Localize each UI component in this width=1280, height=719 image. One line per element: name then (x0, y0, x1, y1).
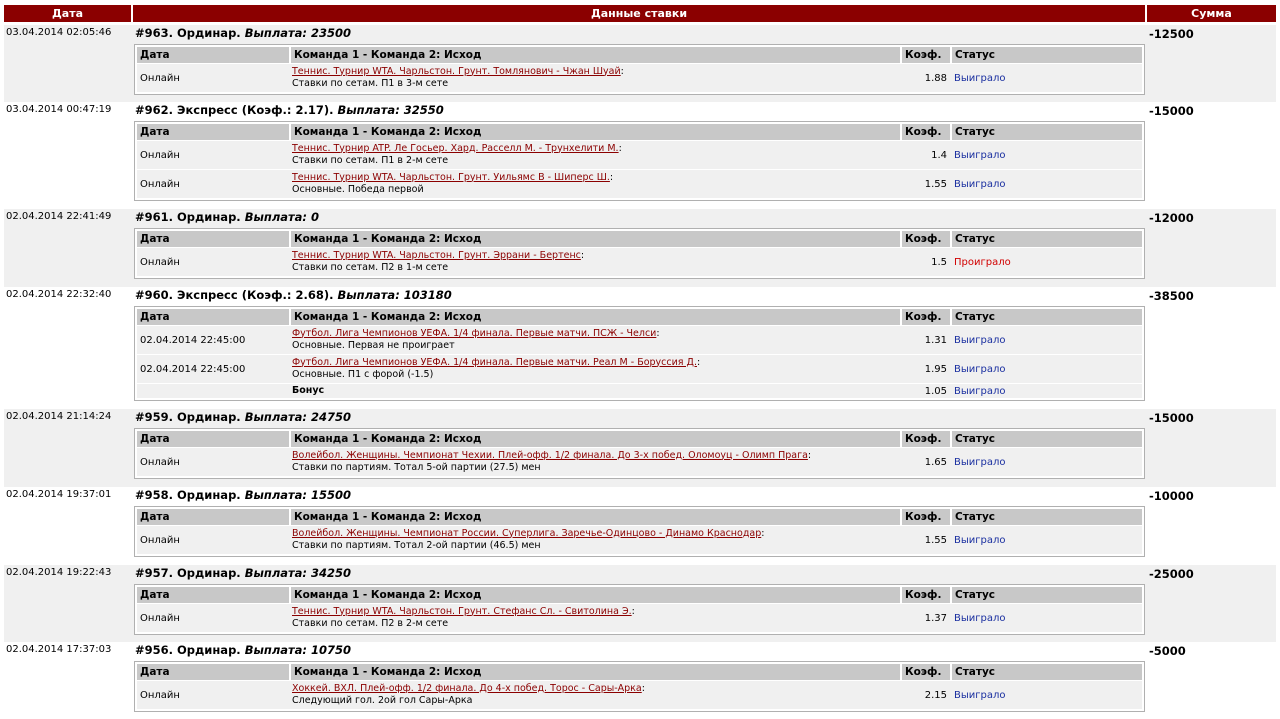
item-date: Онлайн (140, 178, 180, 190)
item-status: Выиграло (954, 385, 1006, 397)
market-text: Ставки по партиям. Тотал 2-ой партии (46.5) мен (292, 539, 541, 551)
col-event: Команда 1 - Команда 2: Исход (289, 509, 900, 525)
col-status: Статус (950, 47, 1142, 63)
col-date: Дата (140, 433, 170, 445)
event-line: Теннис. Турнир ATP. Ле Госьер. Хард. Расселл М. - Трунхелити М.: (292, 142, 622, 154)
bet-row (4, 102, 1276, 209)
event-line: Теннис. Турнир WTA. Чарльстон. Грунт. Эррани - Бертенс: (292, 249, 585, 261)
event-link[interactable]: Хоккей. ВХЛ. Плей-офф. 1/2 финала. До 4-х побед. Торос - Сары-Арка (292, 682, 642, 694)
item-event (289, 384, 900, 399)
bet-sum: -15000 (1149, 411, 1194, 425)
bet-date: 02.04.2014 21:14:24 (6, 411, 112, 422)
item-coef: 1.88 (924, 72, 947, 84)
bet-title (133, 209, 1145, 228)
item-date: Онлайн (140, 612, 180, 624)
item-event (289, 142, 900, 169)
market-text: Ставки по сетам. П2 в 1-м сете (292, 261, 449, 273)
item-status: Выиграло (954, 456, 1006, 468)
item-coef: 1.65 (924, 456, 947, 468)
item-status: Проиграло (954, 256, 1011, 268)
col-status: Статус (950, 509, 1142, 525)
col-date: Дата (140, 511, 170, 523)
header-date: Дата (4, 5, 131, 22)
col-status: Статус (950, 664, 1142, 680)
item-coef: 1.05 (924, 385, 947, 397)
bet-payout: Выплата: 0 (244, 210, 320, 224)
bet-number-type: #958. Ординар. (135, 488, 241, 502)
item-status: Выиграло (954, 72, 1006, 84)
bet-number-type: #959. Ординар. (135, 410, 241, 424)
col-status: Статус (950, 431, 1142, 447)
bet-row (4, 642, 1276, 719)
bet-details (133, 642, 1145, 712)
item-date: Онлайн (140, 534, 180, 546)
item-coef: 1.95 (924, 363, 947, 375)
col-event: Команда 1 - Команда 2: Исход (289, 124, 900, 140)
item-status: Выиграло (954, 149, 1006, 161)
bet-row (4, 25, 1276, 102)
event-link[interactable]: Теннис. Турнир WTA. Чарльстон. Грунт. Томлянович - Чжан Шуай (292, 65, 621, 77)
bet-row (4, 287, 1276, 409)
bet-payout: Выплата: 15500 (244, 488, 352, 502)
bet-payout: Выплата: 10750 (244, 643, 352, 657)
item-event (289, 65, 900, 92)
item-event (289, 527, 900, 554)
bet-items-header (137, 664, 1142, 680)
bet-title (133, 409, 1145, 428)
bet-sum: -10000 (1149, 489, 1194, 503)
item-coef: 1.55 (924, 534, 947, 546)
item-date: Онлайн (140, 256, 180, 268)
bet-items-header (137, 231, 1142, 247)
bet-sum: -12500 (1149, 27, 1194, 41)
bet-date: 03.04.2014 00:47:19 (6, 104, 112, 115)
bet-title (133, 565, 1145, 584)
market-text: Основные. Победа первой (292, 183, 424, 195)
item-date: Онлайн (140, 456, 180, 468)
market-text: Следующий гол. 2ой гол Сары-Арка (292, 694, 473, 706)
market-text: Ставки по сетам. П2 в 2-м сете (292, 617, 449, 629)
bet-title (133, 642, 1145, 661)
event-link[interactable]: Волейбол. Женщины. Чемпионат России. Суперлига. Заречье-Одинцово - Динамо Краснодар (292, 527, 762, 539)
item-coef: 1.55 (924, 178, 947, 190)
bet-item-row (137, 247, 1142, 276)
market-text: Ставки по сетам. П1 в 3-м сете (292, 77, 449, 89)
item-status: Выиграло (954, 363, 1006, 375)
bet-item-row (137, 525, 1142, 554)
col-event: Команда 1 - Команда 2: Исход (289, 431, 900, 447)
bet-details (133, 25, 1145, 95)
col-status: Статус (950, 309, 1142, 325)
col-event: Команда 1 - Команда 2: Исход (289, 47, 900, 63)
bet-items-table (134, 121, 1145, 201)
event-link[interactable]: Теннис. Турнир WTA. Чарльстон. Грунт. Стефанс Сл. - Свитолина Э. (292, 605, 632, 617)
market-text: Ставки по партиям. Тотал 5-ой партии (27.5) мен (292, 461, 541, 473)
bet-payout: Выплата: 23500 (244, 26, 352, 40)
bet-item-row (137, 169, 1142, 198)
col-coef: Коэф. (900, 47, 950, 63)
item-coef: 1.4 (931, 149, 947, 161)
bet-row (4, 209, 1276, 287)
item-event (289, 249, 900, 276)
event-line: Футбол. Лига Чемпионов УЕФА. 1/4 финала. Первые матчи. Реал М - Боруссия Д.: (292, 356, 701, 368)
col-event: Команда 1 - Команда 2: Исход (289, 231, 900, 247)
bet-number-type: #960. Экспресс (Коэф.: 2.68). (135, 288, 334, 302)
bet-item-row (137, 680, 1142, 709)
col-coef: Коэф. (900, 509, 950, 525)
item-coef: 1.31 (924, 334, 947, 346)
bonus-label: Бонус (292, 384, 325, 396)
event-link[interactable]: Теннис. Турнир WTA. Чарльстон. Грунт. Уильямс В - Шиперс Ш. (292, 171, 610, 183)
item-status: Выиграло (954, 689, 1006, 701)
item-status: Выиграло (954, 534, 1006, 546)
bet-item-row (137, 140, 1142, 169)
bet-history-list (4, 25, 1276, 719)
col-coef: Коэф. (900, 431, 950, 447)
bet-items-header (137, 509, 1142, 525)
bet-date: 02.04.2014 22:41:49 (6, 211, 112, 222)
item-date: Онлайн (140, 72, 180, 84)
bet-items-table (134, 661, 1145, 712)
bet-sum: -15000 (1149, 104, 1194, 118)
col-date: Дата (140, 233, 170, 245)
col-event: Команда 1 - Команда 2: Исход (289, 309, 900, 325)
header-bet-data: Данные ставки (133, 5, 1145, 22)
bet-details (133, 409, 1145, 479)
bet-number-type: #962. Экспресс (Коэф.: 2.17). (135, 103, 334, 117)
bet-item-row (137, 603, 1142, 632)
col-status: Статус (950, 124, 1142, 140)
bet-details (133, 209, 1145, 279)
bet-details (133, 102, 1145, 201)
bet-items-table (134, 228, 1145, 279)
table-header (4, 5, 1276, 22)
bet-items-table (134, 428, 1145, 479)
event-line: Теннис. Турнир WTA. Чарльстон. Грунт. Уильямс В - Шиперс Ш.: (292, 171, 614, 183)
item-event (289, 327, 900, 354)
col-event: Команда 1 - Команда 2: Исход (289, 664, 900, 680)
bet-items-table (134, 44, 1145, 95)
item-status: Выиграло (954, 178, 1006, 190)
bet-item-row (137, 447, 1142, 476)
bet-date: 02.04.2014 17:37:03 (6, 644, 112, 655)
bet-date: 02.04.2014 19:37:01 (6, 489, 112, 500)
bet-title (133, 487, 1145, 506)
header-sum: Сумма (1147, 5, 1276, 22)
bet-items-header (137, 587, 1142, 603)
bet-details (133, 487, 1145, 557)
bet-payout: Выплата: 32550 (337, 103, 444, 117)
bet-sum: -12000 (1149, 211, 1194, 225)
item-coef: 1.37 (924, 612, 947, 624)
col-date: Дата (140, 666, 170, 678)
col-coef: Коэф. (900, 124, 950, 140)
bet-items-header (137, 47, 1142, 63)
event-link[interactable]: Футбол. Лига Чемпионов УЕФА. 1/4 финала. Первые матчи. ПСЖ - Челси (292, 327, 657, 339)
item-event (289, 171, 900, 198)
item-coef: 2.15 (924, 689, 947, 701)
col-status: Статус (950, 231, 1142, 247)
bet-title (133, 102, 1145, 121)
bet-payout: Выплата: 103180 (337, 288, 452, 302)
bet-item-row (137, 63, 1142, 92)
col-status: Статус (950, 587, 1142, 603)
market-text: Основные. Первая не проиграет (292, 339, 455, 351)
bet-row (4, 409, 1276, 487)
item-event (289, 356, 900, 383)
bet-items-header (137, 431, 1142, 447)
bet-payout: Выплата: 34250 (244, 566, 352, 580)
item-date: Онлайн (140, 689, 180, 701)
market-text: Основные. П1 с форой (-1.5) (292, 368, 434, 380)
event-line: Теннис. Турнир WTA. Чарльстон. Грунт. Томлянович - Чжан Шуай: (292, 65, 624, 77)
bet-number-type: #963. Ординар. (135, 26, 241, 40)
event-link[interactable]: Футбол. Лига Чемпионов УЕФА. 1/4 финала. Первые матчи. Реал М - Боруссия Д. (292, 356, 697, 368)
item-date: Онлайн (140, 149, 180, 161)
bet-sum: -25000 (1149, 567, 1194, 581)
col-date: Дата (140, 589, 170, 601)
item-status: Выиграло (954, 334, 1006, 346)
item-date: 02.04.2014 22:45:00 (140, 363, 246, 375)
bet-date: 02.04.2014 22:32:40 (6, 289, 112, 300)
event-line: Футбол. Лига Чемпионов УЕФА. 1/4 финала. Первые матчи. ПСЖ - Челси: (292, 327, 660, 339)
bet-number-type: #956. Ординар. (135, 643, 241, 657)
bet-item-row (137, 383, 1142, 398)
bet-items-table (134, 306, 1145, 401)
event-line: Волейбол. Женщины. Чемпионат России. Суперлига. Заречье-Одинцово - Динамо Краснодар: (292, 527, 765, 539)
bet-details (133, 565, 1145, 635)
event-line: Теннис. Турнир WTA. Чарльстон. Грунт. Стефанс Сл. - Свитолина Э.: (292, 605, 635, 617)
event-link[interactable]: Теннис. Турнир ATP. Ле Госьер. Хард. Расселл М. - Трунхелити М. (292, 142, 619, 154)
item-event (289, 449, 900, 476)
bet-items-header (137, 309, 1142, 325)
bet-number-type: #957. Ординар. (135, 566, 241, 580)
event-line: Волейбол. Женщины. Чемпионат Чехии. Плей-офф. 1/2 финала. До 3-х побед. Оломоуц - Олимп Прага: (292, 449, 812, 461)
col-coef: Коэф. (900, 231, 950, 247)
item-status: Выиграло (954, 612, 1006, 624)
col-coef: Коэф. (900, 309, 950, 325)
bet-title (133, 287, 1145, 306)
item-coef: 1.5 (931, 256, 947, 268)
bet-items-header (137, 124, 1142, 140)
bet-details (133, 287, 1145, 401)
bet-sum: -5000 (1149, 644, 1186, 658)
col-event: Команда 1 - Команда 2: Исход (289, 587, 900, 603)
bet-items-table (134, 506, 1145, 557)
market-text: Ставки по сетам. П1 в 2-м сете (292, 154, 449, 166)
bet-sum: -38500 (1149, 289, 1194, 303)
bet-item-row (137, 354, 1142, 383)
col-date: Дата (140, 311, 170, 323)
col-coef: Коэф. (900, 587, 950, 603)
bet-row (4, 565, 1276, 642)
item-event (289, 682, 900, 709)
bet-item-row (137, 325, 1142, 354)
col-date: Дата (140, 49, 170, 61)
bet-date: 03.04.2014 02:05:46 (6, 27, 112, 38)
bet-title (133, 25, 1145, 44)
item-date: 02.04.2014 22:45:00 (140, 334, 246, 346)
item-event (289, 605, 900, 632)
bet-row (4, 487, 1276, 565)
col-date: Дата (140, 126, 170, 138)
event-link[interactable]: Теннис. Турнир WTA. Чарльстон. Грунт. Эррани - Бертенс (292, 249, 581, 261)
bet-items-table (134, 584, 1145, 635)
col-coef: Коэф. (900, 664, 950, 680)
bet-number-type: #961. Ординар. (135, 210, 241, 224)
event-link[interactable]: Волейбол. Женщины. Чемпионат Чехии. Плей-офф. 1/2 финала. До 3-х побед. Оломоуц - Олимп Прага (292, 449, 808, 461)
bet-date: 02.04.2014 19:22:43 (6, 567, 112, 578)
bet-payout: Выплата: 24750 (244, 410, 352, 424)
event-line: Хоккей. ВХЛ. Плей-офф. 1/2 финала. До 4-х побед. Торос - Сары-Арка: (292, 682, 645, 694)
